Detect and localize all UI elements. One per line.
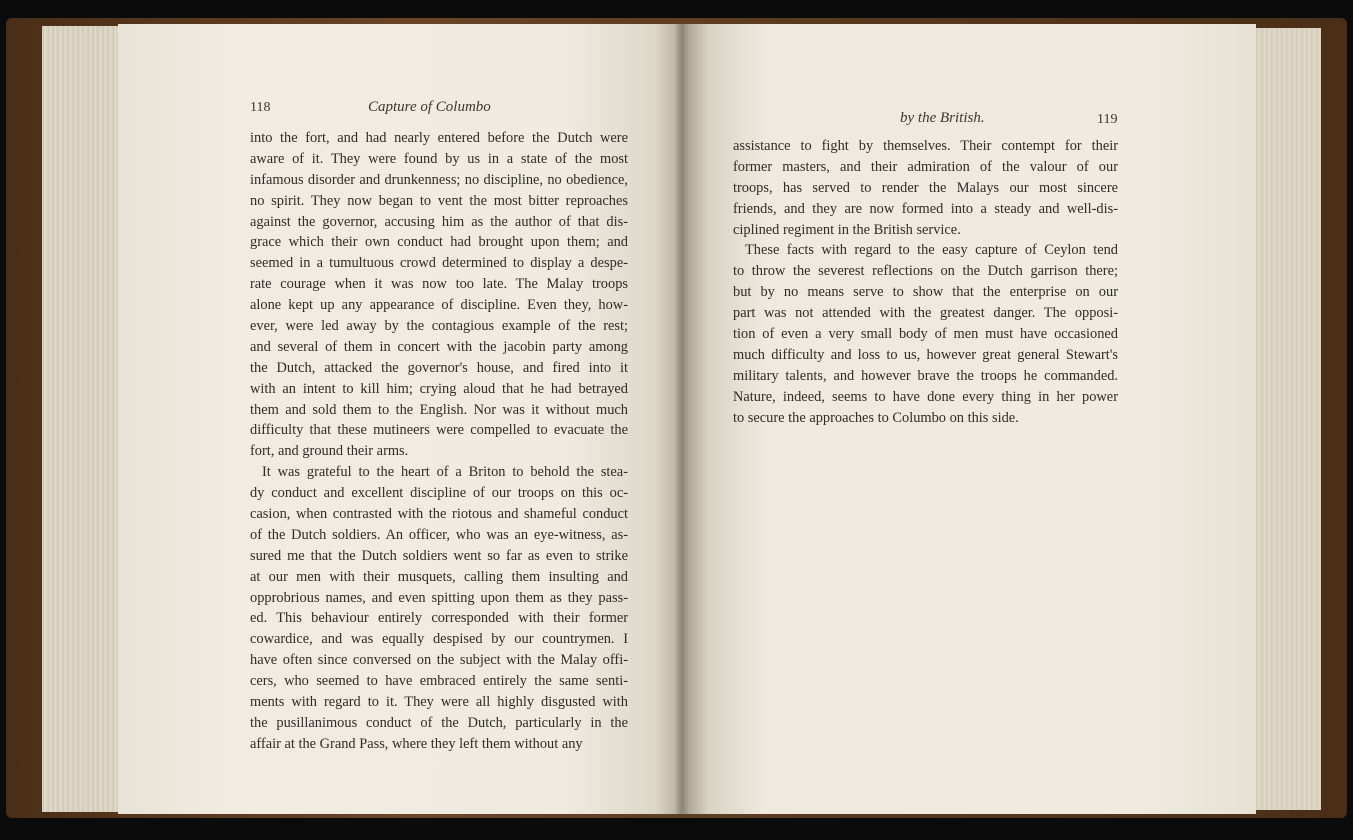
text-line: have often since conversed on the subject with the Malay offi- xyxy=(250,652,628,669)
text-line: infamous disorder and drunkenness; no discipline, no obedience, xyxy=(250,171,628,188)
text-line: former masters, and their admiration of the valour of our xyxy=(733,158,1118,175)
text-line: sured me that the Dutch soldiers went so far as even to strike xyxy=(250,547,628,564)
text-line: troops, has served to render the Malays our most sincere xyxy=(733,179,1118,196)
left-running-title: Capture of Columbo xyxy=(368,99,491,115)
text-line: tion of even a very small body of men must have occasioned xyxy=(733,326,1118,343)
text-line: casion, when contrasted with the riotous and shameful conduct xyxy=(250,506,628,523)
text-line: ed. This behaviour entirely corresponded with their former xyxy=(250,610,628,627)
right-page-body xyxy=(733,136,1118,428)
text-line: alone kept up any appearance of discipline. Even they, how- xyxy=(250,297,628,314)
text-line: Nature, indeed, seems to have done every thing in her power xyxy=(733,388,1118,405)
text-line: no spirit. They now began to vent the most bitter reproaches xyxy=(250,192,628,209)
text-line: fort, and ground their arms. xyxy=(250,443,409,460)
text-line: cers, who seemed to have embraced entirely the same senti- xyxy=(250,673,628,690)
book-gutter xyxy=(676,24,688,814)
left-page-number: 118 xyxy=(250,100,271,115)
text-line: with an intent to kill him; crying aloud that he had betrayed xyxy=(250,380,628,397)
text-line: ciplined regiment in the British service. xyxy=(733,221,961,238)
text-line: dy conduct and excellent discipline of our troops on this oc- xyxy=(250,485,628,502)
text-line: and several of them in concert with the jacobin party among xyxy=(250,338,628,355)
right-page-number: 119 xyxy=(1097,112,1118,127)
text-line: ever, were led away by the contagious example of the rest; xyxy=(250,318,628,335)
text-line: friends, and they are now formed into a steady and well-dis- xyxy=(733,200,1118,217)
text-line: assistance to fight by themselves. Their contempt for their xyxy=(733,138,1118,154)
text-line: them and sold them to the English. Nor was it without much xyxy=(250,401,628,418)
text-line: at our men with their musquets, calling them insulting and xyxy=(250,568,628,585)
text-line: military talents, and however brave the troops he commanded. xyxy=(733,367,1118,384)
text-line: to secure the approaches to Columbo on this side. xyxy=(733,409,1019,426)
text-line: rate courage when it was now too late. The Malay troops xyxy=(250,276,628,293)
left-page-body xyxy=(250,128,628,755)
text-line: affair at the Grand Pass, where they left them without any xyxy=(250,735,583,752)
text-line: grace which their own conduct had brought upon them; and xyxy=(250,234,628,251)
text-line: to throw the severest reflections on the Dutch garrison there; xyxy=(733,263,1118,280)
text-line: part was not attended with the greatest danger. The opposi- xyxy=(733,305,1118,322)
text-line: into the fort, and had nearly entered before the Dutch were xyxy=(250,130,628,146)
left-page-edges xyxy=(42,26,125,812)
right-page-edges xyxy=(1252,28,1321,810)
text-line: cowardice, and was equally despised by our countrymen. I xyxy=(250,631,628,648)
text-line: aware of it. They were found by us in a state of the most xyxy=(250,150,628,167)
text-line: against the governor, accusing him as the author of that dis- xyxy=(250,213,628,230)
text-line: of the Dutch soldiers. An officer, who was an eye-witness, as- xyxy=(250,526,628,543)
text-line: much difficulty and loss to us, however great general Stewart's xyxy=(733,346,1118,363)
text-line: but by no means serve to show that the enterprise on our xyxy=(733,284,1118,301)
text-line: the Dutch, attacked the governor's house, and fired into it xyxy=(250,359,628,376)
text-line: difficulty that these mutineers were compelled to evacuate the xyxy=(250,422,628,439)
text-line: seemed in a tumultuous crowd determined to display a despe- xyxy=(250,255,628,272)
text-line: These facts with regard to the easy capture of Ceylon tend xyxy=(745,242,1118,259)
text-line: opprobrious names, and even spitting upon them as they pass- xyxy=(250,589,628,606)
text-line: ments with regard to it. They were all highly disgusted with xyxy=(250,694,628,711)
text-line: the pusillanimous conduct of the Dutch, particularly in the xyxy=(250,714,628,731)
right-running-title: by the British. xyxy=(900,110,985,126)
text-line: It was grateful to the heart of a Briton to behold the stea- xyxy=(262,464,628,481)
